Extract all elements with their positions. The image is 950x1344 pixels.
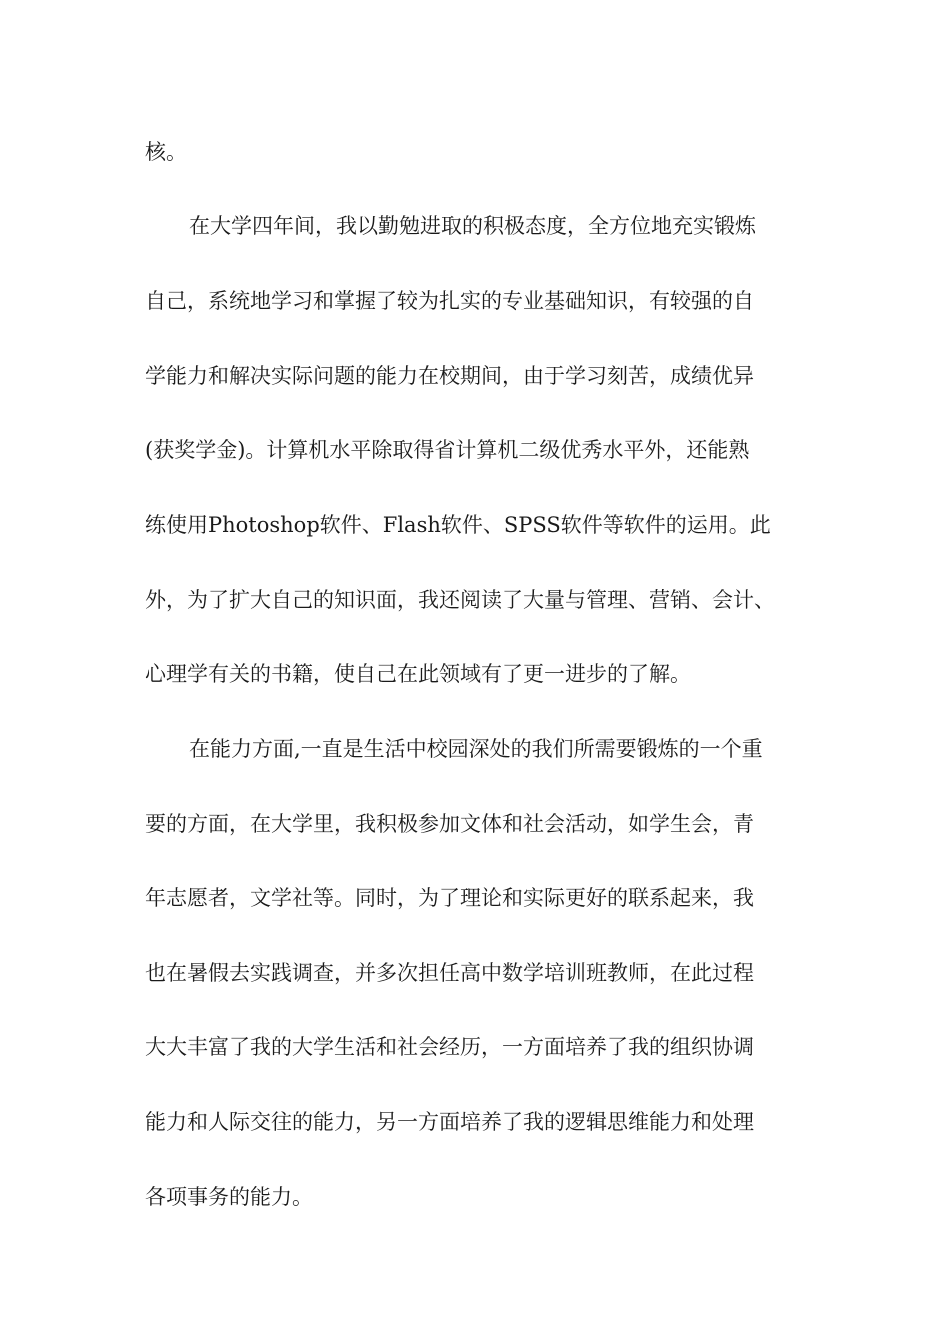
text-line: (获奖学金)。计算机水平除取得省计算机二级优秀水平外，还能熟: [145, 438, 750, 462]
text-line: 要的方面，在大学里，我积极参加文体和社会活动，如学生会，青: [145, 812, 754, 836]
text-line: 核。: [145, 140, 187, 164]
text-line: 心理学有关的书籍，使自己在此领域有了更一进步的了解。: [145, 662, 691, 686]
text-line: 能力和人际交往的能力，另一方面培养了我的逻辑思维能力和处理: [145, 1110, 754, 1134]
paragraph-first-line: 在大学四年间，我以勤勉进取的积极态度，全方位地充实锻炼: [189, 214, 756, 238]
text-line: 学能力和解决实际问题的能力在校期间，由于学习刻苦，成绩优异: [145, 364, 754, 388]
text-line: 练使用Photoshop软件、Flash软件、SPSS软件等软件的运用。此: [145, 513, 771, 537]
text-line: 年志愿者，文学社等。同时，为了理论和实际更好的联系起来，我: [145, 886, 754, 910]
text-line: 也在暑假去实践调查，并多次担任高中数学培训班教师，在此过程: [145, 961, 754, 985]
text-line: 外，为了扩大自己的知识面，我还阅读了大量与管理、营销、会计、: [145, 588, 775, 612]
paragraph-first-line: 在能力方面,一直是生活中校园深处的我们所需要锻炼的一个重: [189, 737, 763, 761]
text-line: 大大丰富了我的大学生活和社会经历，一方面培养了我的组织协调: [145, 1035, 754, 1059]
text-line: 各项事务的能力。: [145, 1185, 313, 1209]
text-line: 自己，系统地学习和掌握了较为扎实的专业基础知识，有较强的自: [145, 289, 754, 313]
